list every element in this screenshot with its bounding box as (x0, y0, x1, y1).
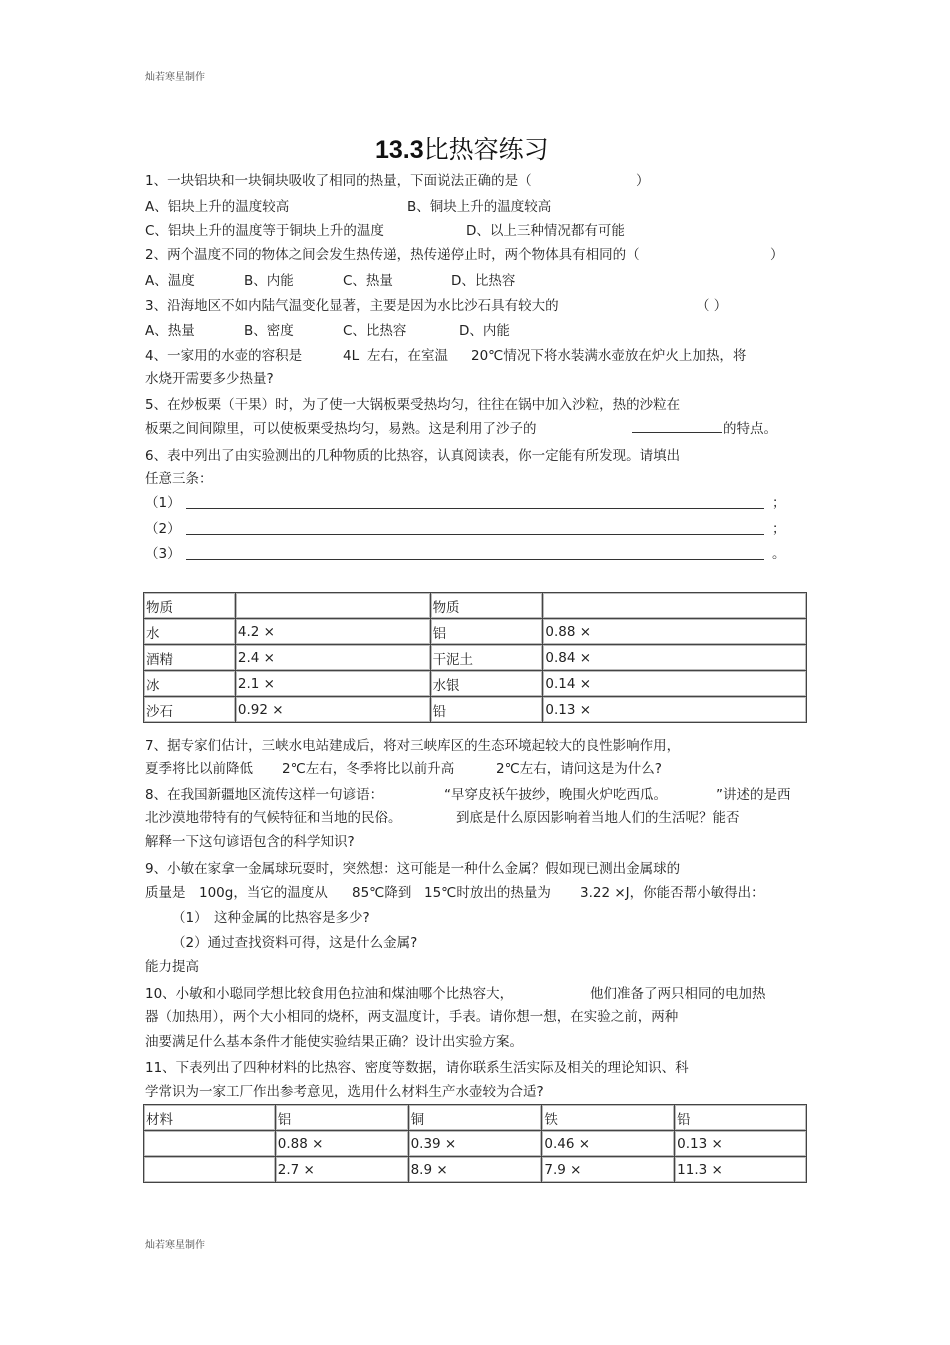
q6-line1: 6、表中列出了由实验测出的几种物质的比热容，认真阅读表，你一定能有所发现。请填出 (145, 448, 681, 464)
table-cell: 11.3 × (675, 1157, 807, 1183)
table-cell: 水银 (430, 671, 543, 697)
q1-option-c: C、铝块上升的温度等于铜块上升的温度 (145, 223, 384, 239)
table-cell (144, 1131, 276, 1157)
table-header-cell (235, 593, 430, 619)
q5-answer-blank[interactable] (632, 418, 722, 437)
table-cell: 2.7 × (275, 1157, 408, 1183)
table-header-cell: 物质 (430, 593, 543, 619)
q3-paren: （ ） (696, 298, 728, 314)
q4-line1-d: 20℃情况下将水装满水壶放在炉火上加热，将 (471, 348, 747, 364)
table-cell: 0.14 × (543, 671, 807, 697)
table-cell: 0.88 × (275, 1131, 408, 1157)
q2-option-b: B、内能 (244, 273, 294, 289)
q9-sub1-text: 这种金属的比热容是多少? (214, 910, 370, 926)
q8-line1-a: 8、在我国新疆地区流传这样一句谚语： (145, 787, 384, 803)
table-row (144, 671, 807, 697)
q11-line2: 学常识为一家工厂作出参考意见，选用什么材料生产水壶较为合适? (145, 1084, 544, 1100)
q9-line2-d: 15℃时放出的热量为 (424, 885, 551, 901)
q8-line2-b: 到底是什么原因影响着当地人们的生活呢？能否 (456, 810, 740, 826)
table-row (144, 1157, 807, 1183)
page-footer: 灿若寒星制作 (145, 1240, 205, 1251)
title-text: 比热容练习 (423, 135, 549, 164)
q1-option-b: B、铜块上升的温度较高 (407, 199, 552, 215)
page-title (375, 130, 549, 166)
q7-line2-b: 2℃左右，冬季将比以前升高 (282, 761, 455, 777)
q4-line1-c: 左右，在室温 (367, 348, 448, 364)
table-cell (144, 1157, 276, 1183)
q6-line2: 任意三条： (145, 471, 213, 487)
q1-stem: 1、一块铝块和一块铜块吸收了相同的热量，下面说法正确的是（ (145, 173, 532, 189)
q6-item-1-blank[interactable] (186, 494, 764, 513)
q1-option-d: D、以上三种情况都有可能 (466, 223, 625, 239)
q2-option-d: D、比热容 (451, 273, 516, 289)
materials-table (143, 1104, 807, 1183)
q7-line2-a: 夏季将比以前降低 (145, 761, 253, 777)
q9-line1: 9、小敏在家拿一金属球玩耍时，突然想：这可能是一种什么金属？假如现已测出金属球的 (145, 861, 681, 877)
q3-stem: 3、沿海地区不如内陆气温变化显著，主要是因为水比沙石具有较大的 (145, 298, 559, 314)
table-header-row (144, 593, 807, 619)
table-header-cell: 铝 (275, 1105, 408, 1131)
q1-paren-close: ） (636, 173, 650, 189)
q11-line1: 11、下表列出了四种材料的比热容、密度等数据，请你联系生活实际及相关的理论知识、科 (145, 1060, 689, 1076)
q8-line1-b: “早穿皮袄午披纱，晚围火炉吃西瓜。 (444, 787, 667, 803)
q9-line2-e: 3.22 ×J，你能否帮小敏得出： (580, 885, 765, 901)
q2-option-c: C、热量 (343, 273, 393, 289)
q5-line2-a: 板栗之间间隙里，可以使板栗受热均匀，易熟。这是利用了沙子的 (145, 421, 537, 437)
table-cell: 0.88 × (543, 619, 807, 645)
q3-option-b: B、密度 (244, 323, 294, 339)
section-heading: 能力提高 (145, 959, 199, 975)
table-header-cell: 铜 (408, 1105, 542, 1131)
q4-line1-a: 4、一家用的水壶的容积是 (145, 348, 303, 364)
q1-option-a: A、铝块上升的温度较高 (145, 199, 290, 215)
q6-item-1-end: ； (772, 495, 786, 511)
q9-sub1-label: （1） (172, 910, 208, 926)
table-header-cell (543, 593, 807, 619)
table-cell: 0.84 × (543, 645, 807, 671)
q8-line3: 解释一下这句谚语包含的科学知识? (145, 834, 355, 850)
table-cell: 4.2 × (235, 619, 430, 645)
table-header-cell: 铅 (675, 1105, 807, 1131)
title-number: 13.3 (375, 136, 424, 164)
table-cell: 8.9 × (408, 1157, 542, 1183)
q10-line3: 油要满足什么基本条件才能使实验结果正确？设计出实验方案。 (145, 1034, 523, 1050)
q9-sub2: （2）通过查找资料可得，这是什么金属? (172, 935, 418, 951)
table-cell: 干泥土 (430, 645, 543, 671)
q5-line2-b: 的特点。 (723, 421, 777, 437)
table-cell: 2.1 × (235, 671, 430, 697)
table-cell: 铅 (430, 697, 543, 723)
table-row (144, 645, 807, 671)
q6-item-2-label: （2） (145, 521, 181, 537)
table-row (144, 697, 807, 723)
table-header-cell: 材料 (144, 1105, 276, 1131)
q9-line2-a: 质量是 (145, 885, 186, 901)
q8-line2-a: 北沙漠地带特有的气候特征和当地的民俗。 (145, 810, 402, 826)
q10-line1-b: 他们准备了两只相同的电加热 (590, 986, 766, 1002)
table-cell: 酒精 (144, 645, 236, 671)
q5-line1: 5、在炒板栗（干果）时，为了使一大锅板栗受热均匀，往往在锅中加入沙粒，热的沙粒在 (145, 397, 681, 413)
q2-stem: 2、两个温度不同的物体之间会发生热传递，热传递停止时，两个物体具有相同的（ (145, 247, 640, 263)
specific-heat-table (143, 592, 807, 723)
q4-line2: 水烧开需要多少热量? (145, 371, 274, 387)
table-header-cell: 物质 (144, 593, 236, 619)
q7-line1: 7、据专家们估计，三峡水电站建成后，将对三峡库区的生态环境起较大的良性影响作用， (145, 738, 681, 754)
table-cell: 7.9 × (542, 1157, 675, 1183)
table-row (144, 1131, 807, 1157)
table-cell: 铝 (430, 619, 543, 645)
q9-line2-b: 100g，当它的温度从 (199, 885, 328, 901)
table-cell: 0.39 × (408, 1131, 542, 1157)
q2-option-a: A、温度 (145, 273, 195, 289)
q6-item-3-end: 。 (772, 546, 786, 562)
table-cell: 0.46 × (542, 1131, 675, 1157)
page-header: 灿若寒星制作 (145, 72, 205, 83)
q8-line1-c: ”讲述的是西 (716, 787, 791, 803)
q10-line2: 器（加热用），两个大小相同的烧杯，两支温度计，手表。请你想一想，在实验之前，两种 (145, 1009, 679, 1025)
table-header-cell: 铁 (542, 1105, 675, 1131)
table-cell: 水 (144, 619, 236, 645)
table-cell: 0.13 × (543, 697, 807, 723)
table-cell: 0.92 × (235, 697, 430, 723)
q2-paren-close: ） (770, 247, 784, 263)
q6-item-2-blank[interactable] (186, 520, 764, 539)
q3-option-a: A、热量 (145, 323, 195, 339)
q9-line2-c: 85℃降到 (352, 885, 412, 901)
q6-item-3-blank[interactable] (186, 545, 764, 564)
q7-line2-c: 2℃左右，请问这是为什么? (496, 761, 662, 777)
q6-item-3-label: （3） (145, 546, 181, 562)
q4-line1-b: 4L (343, 348, 360, 364)
table-cell: 2.4 × (235, 645, 430, 671)
q3-option-d: D、内能 (459, 323, 510, 339)
q6-item-1-label: （1） (145, 495, 181, 511)
q6-item-2-end: ； (772, 521, 786, 537)
table-row (144, 619, 807, 645)
table-cell: 沙石 (144, 697, 236, 723)
table-cell: 冰 (144, 671, 236, 697)
q3-option-c: C、比热容 (343, 323, 407, 339)
q10-line1-a: 10、小敏和小聪同学想比较食用色拉油和煤油哪个比热容大， (145, 986, 514, 1002)
table-cell: 0.13 × (675, 1131, 807, 1157)
table-header-row (144, 1105, 807, 1131)
